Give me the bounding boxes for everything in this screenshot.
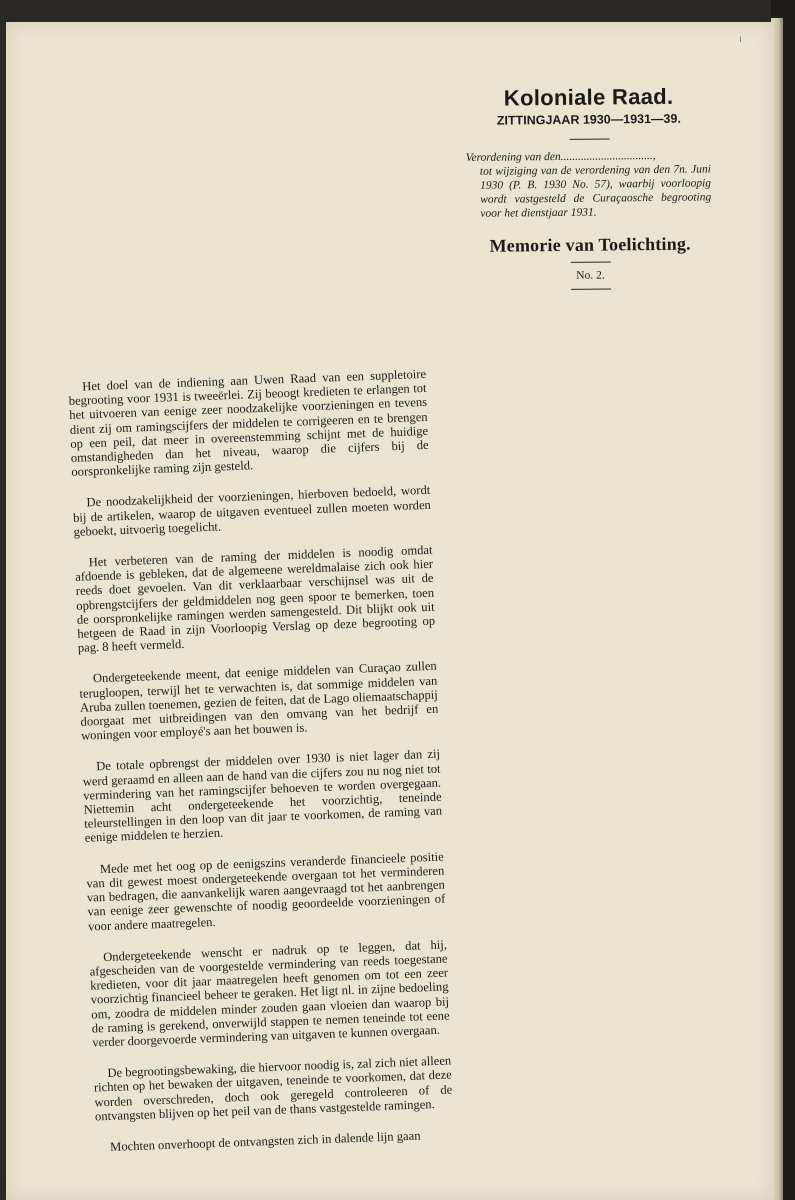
paragraph: Het doel van de indiening aan Uwen Raad van een suppletoire begrooting voor 1931 is tweeërlei. Zij beoogt kredieten te erlangen tot het uitvoeren van eenige zeer noodzakelijke voorzieningen en tevens dient zij om ramingscijfers der middelen te corrigeeren en te brengen op een peil, dat meer in overeenstemming schijnt met de huidige omstandigheden dan het niveau, waarop die cijfers bij de oorspronkelijke raming zijn gesteld. xyxy=(68,366,429,480)
paragraph: Het verbeteren van de raming der middelen is noodig omdat afdoende is gebleken, dat de algemeene wereldmalaise zich ook hier reeds doet gevoelen. Van dit verklaarbaar verschijnsel was uit de opbrengstcijfers der geldmiddelen nog geen spoor te bemerken, toen de oorspronkelijke ramingen werden samengesteld. Dit blijkt ook uit hetgeen de Raad in zijn Voorloopig Verslag op deze begrooting op pag. 8 heeft vermeld. xyxy=(74,542,436,656)
document-page xyxy=(6,22,774,1200)
header-divider xyxy=(569,138,609,139)
paragraph: De totale opbrengst der middelen over 1930 is niet lager dan zij werd geraamd en alleen aan de hand van die cijfers zou nu nog niet tot vermindering van het ramingscijfer behoeven te worden overgegaan. Niettemin acht ondergeteekende het voorzichtig, teneinde teleurstellingen in den loop van dit jaar te voorkomen, de raming van eenige middelen te herzien. xyxy=(82,747,443,846)
document-header xyxy=(461,83,718,291)
paragraph: Ondergeteekende meent, dat eenige middelen van Curaçao zullen terugloopen, terwijl het te verwachten is, dat sommige middelen van Aruba zullen toenemen, gezien de feiten, dat de Lago oliemaatschappij doorgaat met uitbreidingen van den omvang van het bedrijf en woningen voor employé's aan het bouwen is. xyxy=(79,659,439,744)
ordinance-description xyxy=(466,148,712,221)
body-text xyxy=(68,367,454,1155)
ordinance-text: tot wijziging van de verordening van den 7n. Juni 1930 (P. B. 1930 No. 57), waarbij voorloopig wordt vastgesteld de Curaçaosche begrooting voor het dienstjaar 1931. xyxy=(479,163,712,220)
document-title: Memorie van Toelichting. xyxy=(489,233,691,256)
paragraph: De noodzakelijkheid der voorzieningen, hierboven bedoeld, wordt bij de artikelen, waarop de uitgaven eventueel zullen moeten worden geboekt, uitvoerig toegelicht. xyxy=(72,483,432,539)
title-divider xyxy=(570,261,610,262)
session-year: ZITTINGJAAR 1930—1931—39. xyxy=(496,111,681,128)
ordinance-line-1: Verordening van den................................, xyxy=(465,149,656,164)
document-number: No. 2. xyxy=(576,269,605,282)
scanner-backdrop-top xyxy=(0,0,795,22)
council-title: Koloniale Raad. xyxy=(503,83,674,111)
page-corner-mark: ı xyxy=(739,34,742,45)
paragraph: De begrootingsbewaking, die hiervoor noodig is, zal zich niet alleen richten op het bewaken der uitgaven, teneinde te voorkomen, dat deze worden overschreden, doch ook geregeld controleeren of de ontvangsten blijven op het peil van de thans vastgestelde ramingen. xyxy=(93,1053,453,1124)
paragraph: Ondergeteekende wenscht er nadruk op te leggen, dat hij, afgescheiden van de voorgestelde vermindering van reeds toegestane kredieten, voor dit jaar maatregelen heeft genomen om tot een zeer voorzichtig financieel beheer te geraken. Het ligt nl. in zijne bedoeling om, zoodra de middelen minder zouden gaan vloeien dan waarop bij de raming is gerekend, onverwijld stappen te nemen teneinde tot eene verder doorgevoerde vermindering van uitgaven te kunnen overgaan. xyxy=(89,937,450,1050)
paragraph: Mede met het oog op de eenigszins veranderde financieele positie van dit gewest moest ondergeteekende overgaan tot het verminderen van bedragen, die aanvankelijk waren aangevraagd tot het aanbrengen van eenige zeer gewenschte of noodig geoordeelde voorzieningen of voor andere maatregelen. xyxy=(86,849,446,934)
number-divider xyxy=(571,288,611,289)
paragraph: Mochten onverhoopt de ontvangsten zich in dalende lijn gaan xyxy=(109,1128,421,1154)
